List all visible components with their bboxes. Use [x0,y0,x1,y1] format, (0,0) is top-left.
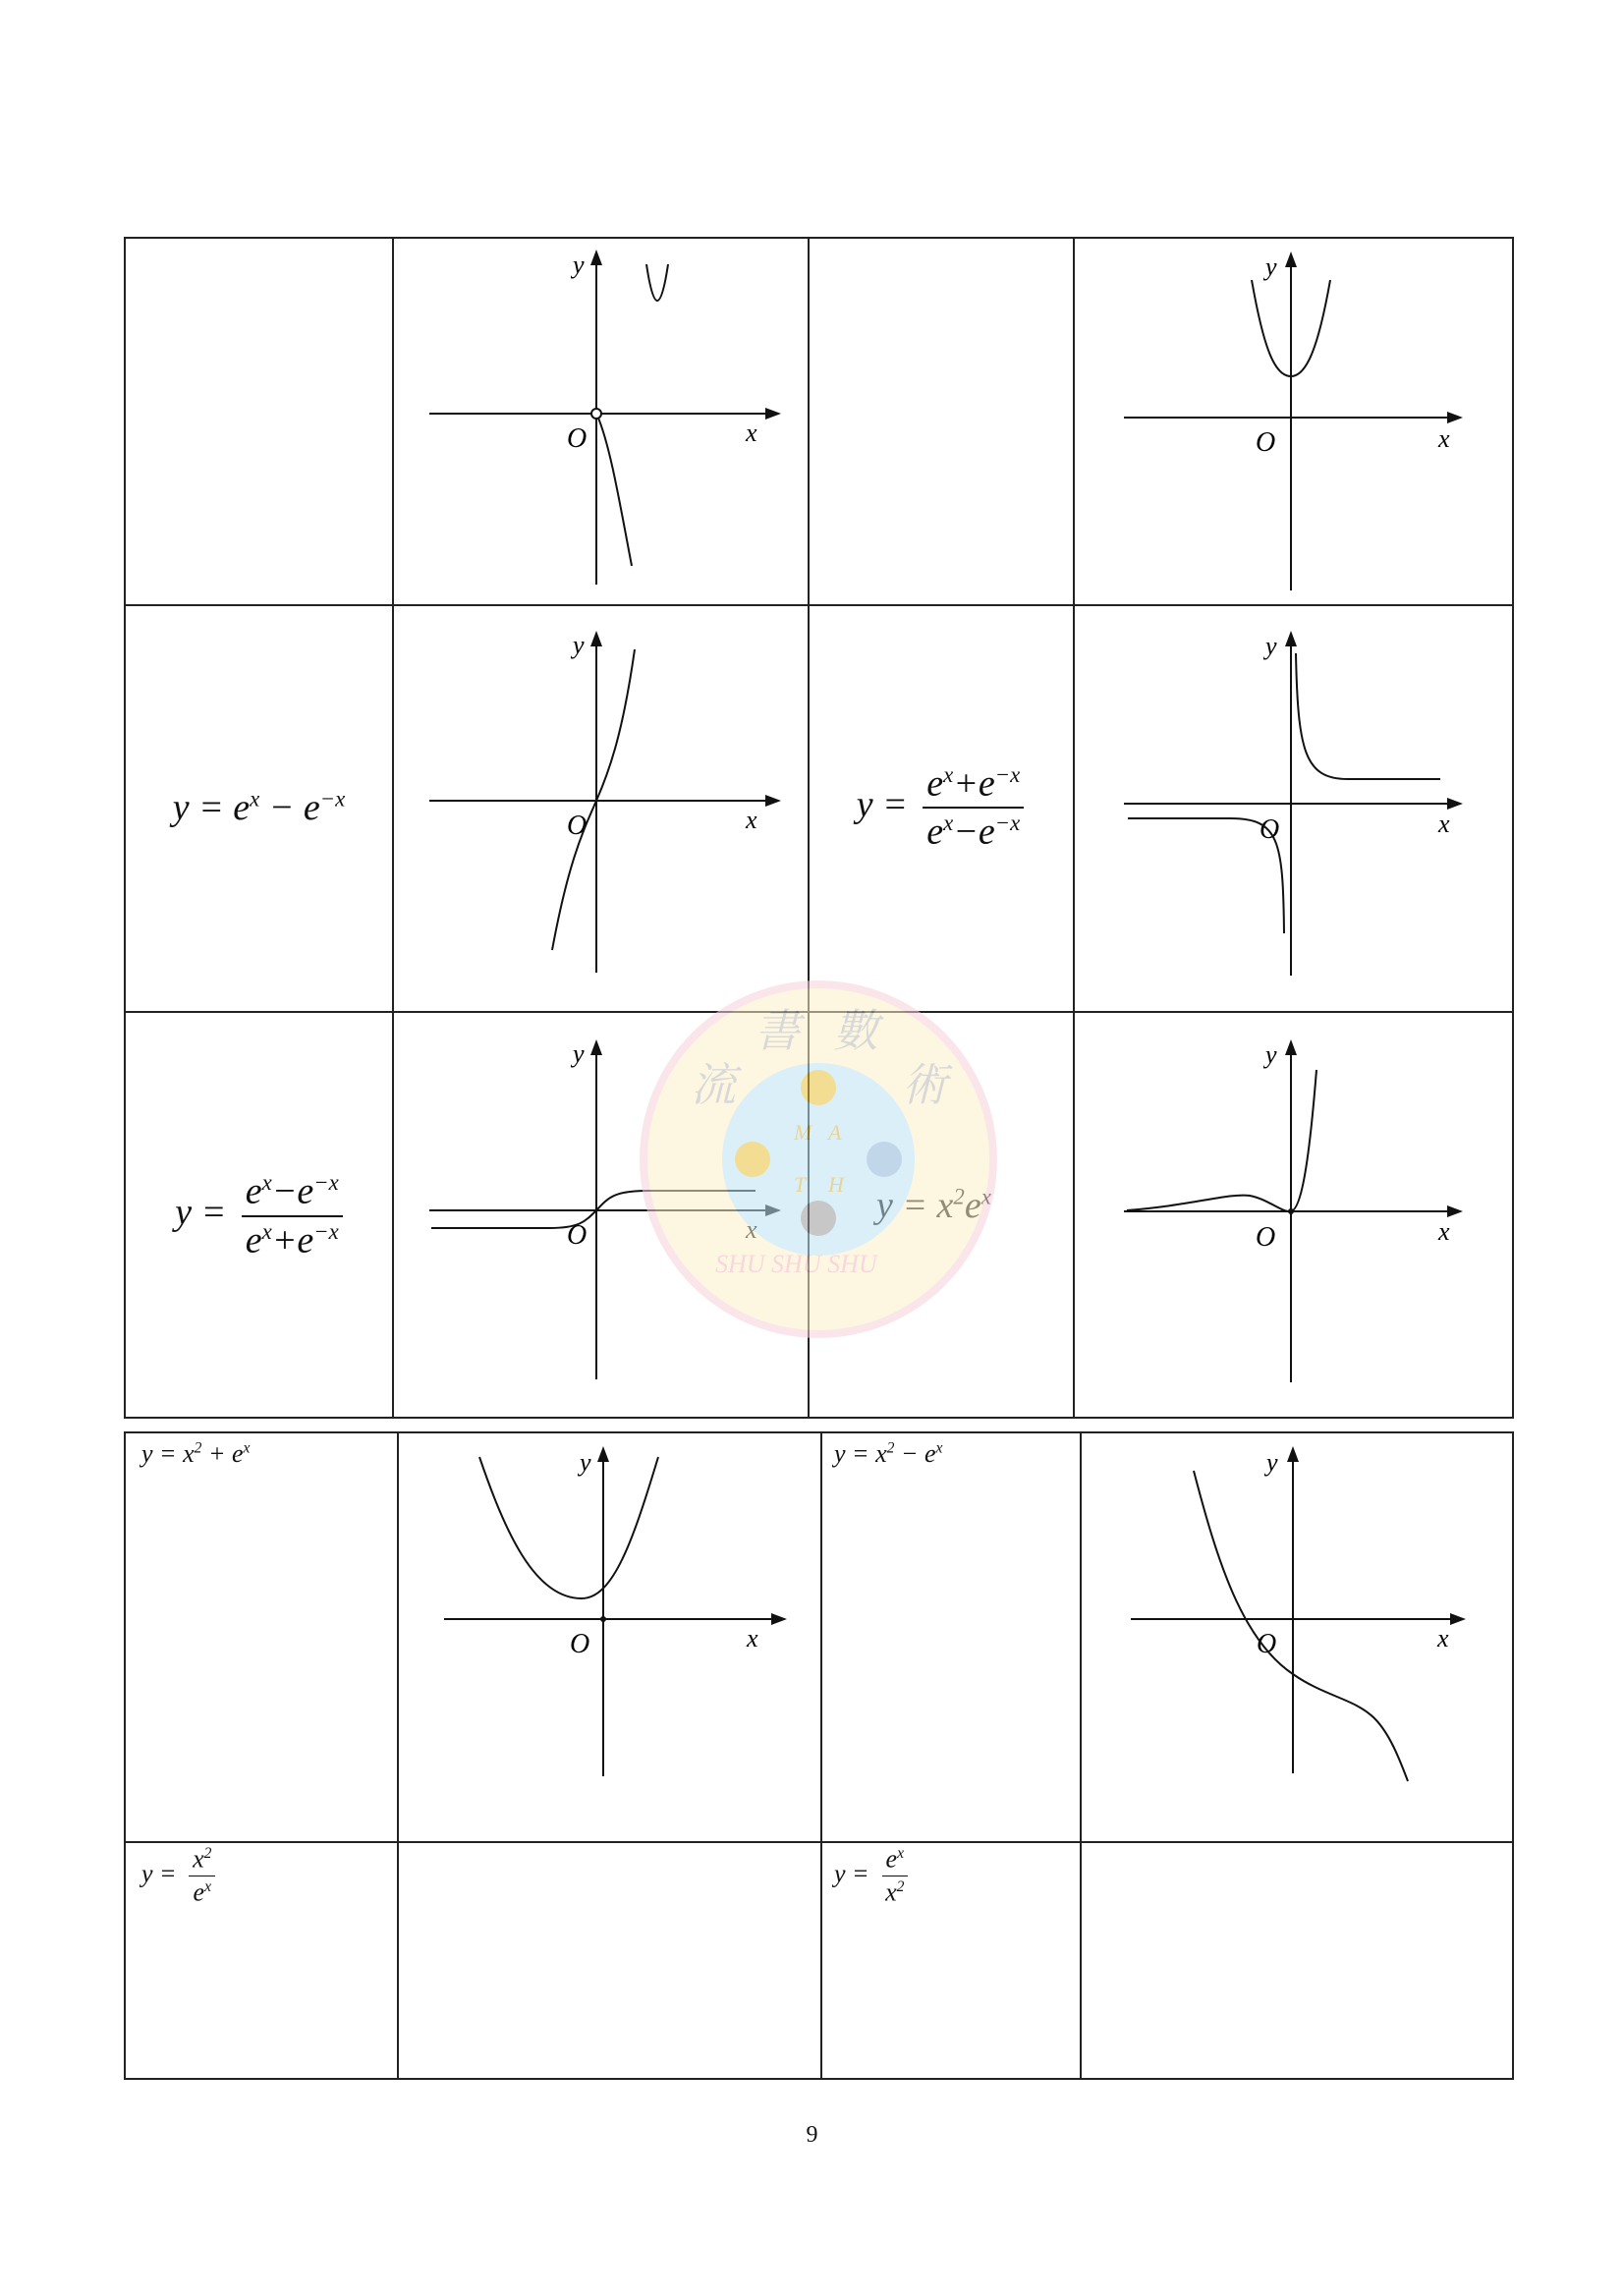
graph-cell [392,604,808,1011]
formula: $y = e^x - e^{-x}$ [172,786,346,828]
function-graph-table-2 [124,1431,1514,2080]
seal-char: 數 [833,1006,878,1056]
origin-label: O [570,1629,590,1659]
curve-branch-upper [646,264,668,301]
formula-cell [820,1433,1080,1841]
x-axis-label: x [1437,1624,1449,1652]
watermark-seal [637,978,1000,1341]
graph-cell [1080,1433,1516,1841]
formula-cell [126,1841,397,2082]
function-graph [392,239,808,604]
curve-branch-lower [597,416,632,566]
function-graph [397,1433,820,1841]
seal-letter: H [828,1172,844,1197]
y-axis-label: y [580,1448,591,1477]
formula: y = $\frac{e^x+e^{-x}}{e^x-e^{-x}}$ [857,762,1025,854]
origin-point [1288,1208,1294,1214]
seal-ring-text: SHU SHU SHU [715,1250,877,1278]
graph-cell [1073,1011,1516,1421]
y-axis-label: y [573,1039,585,1068]
formula-cell-empty [808,239,1073,604]
curve [479,1457,658,1598]
graph-cell [397,1433,820,1841]
formula-cell [126,1011,392,1421]
origin-label: O [1260,814,1280,845]
formula: y = $\frac{e^x}{x^2}$ [834,1845,908,1908]
formula: $y = x^2 - e^x$ [834,1439,943,1468]
origin-label: O [567,811,588,841]
y-axis-label: y [1265,1040,1277,1069]
seal-letter: A [828,1120,842,1145]
seal-letter: T [794,1172,807,1197]
formula-cell [820,1841,1080,2082]
origin-label: O [567,1220,588,1251]
open-point [591,409,601,419]
seal-char: 流 [691,1060,736,1110]
graph-cell [392,239,808,604]
x-axis-label: x [746,806,757,834]
curve [1127,1070,1316,1211]
graph-cell [1073,239,1516,604]
formula: y = $\frac{x^2}{e^x}$ [141,1845,215,1908]
fraction: $\frac{e^x}{x^2}$ [881,1845,908,1908]
y-axis-label: y [1266,1448,1278,1477]
x-axis-label: x [746,419,757,447]
origin-point [600,1616,606,1622]
graph-cell-empty [397,1841,820,2082]
x-axis-label: x [1438,424,1450,453]
function-graph [392,604,808,1011]
function-graph [1080,1433,1516,1841]
formula-cell [126,604,392,1011]
seal-letter: M [794,1120,812,1145]
function-graph [1073,604,1516,1011]
fraction: $\frac{x^2}{e^x}$ [189,1845,215,1908]
formula-cell [808,604,1073,1011]
origin-label: O [1257,1629,1277,1659]
y-axis-label: y [1265,632,1277,660]
y-axis-label: y [573,631,585,659]
x-axis-label: x [1438,810,1450,838]
curve [1194,1471,1408,1781]
formula: $y = x^2 + e^x$ [141,1439,251,1468]
function-graph [1073,1011,1516,1421]
fraction: $\frac{e^x+e^{-x}}{e^x-e^{-x}}$ [923,762,1024,854]
fraction: $\frac{e^x-e^{-x}}{e^x+e^{-x}}$ [242,1170,343,1261]
formula: y = $\frac{e^x-e^{-x}}{e^x+e^{-x}}$ [175,1170,343,1261]
function-graph [1073,239,1516,604]
seal-char: 書 [755,1006,800,1056]
x-axis-label: x [747,1624,758,1652]
x-axis-label: x [1438,1217,1450,1246]
curve-branch-right [1296,653,1440,779]
formula-cell [126,1433,397,1841]
origin-label: O [1256,1222,1276,1253]
y-axis-label: y [573,251,585,279]
graph-cell-empty [1080,1841,1516,2082]
y-axis-label: y [1265,252,1277,281]
page-number: 9 [806,2122,818,2148]
origin-label: O [1256,427,1276,458]
graph-cell [1073,604,1516,1011]
formula-cell-empty [126,239,392,604]
origin-label: O [567,423,588,454]
seal-char: 術 [902,1060,947,1110]
